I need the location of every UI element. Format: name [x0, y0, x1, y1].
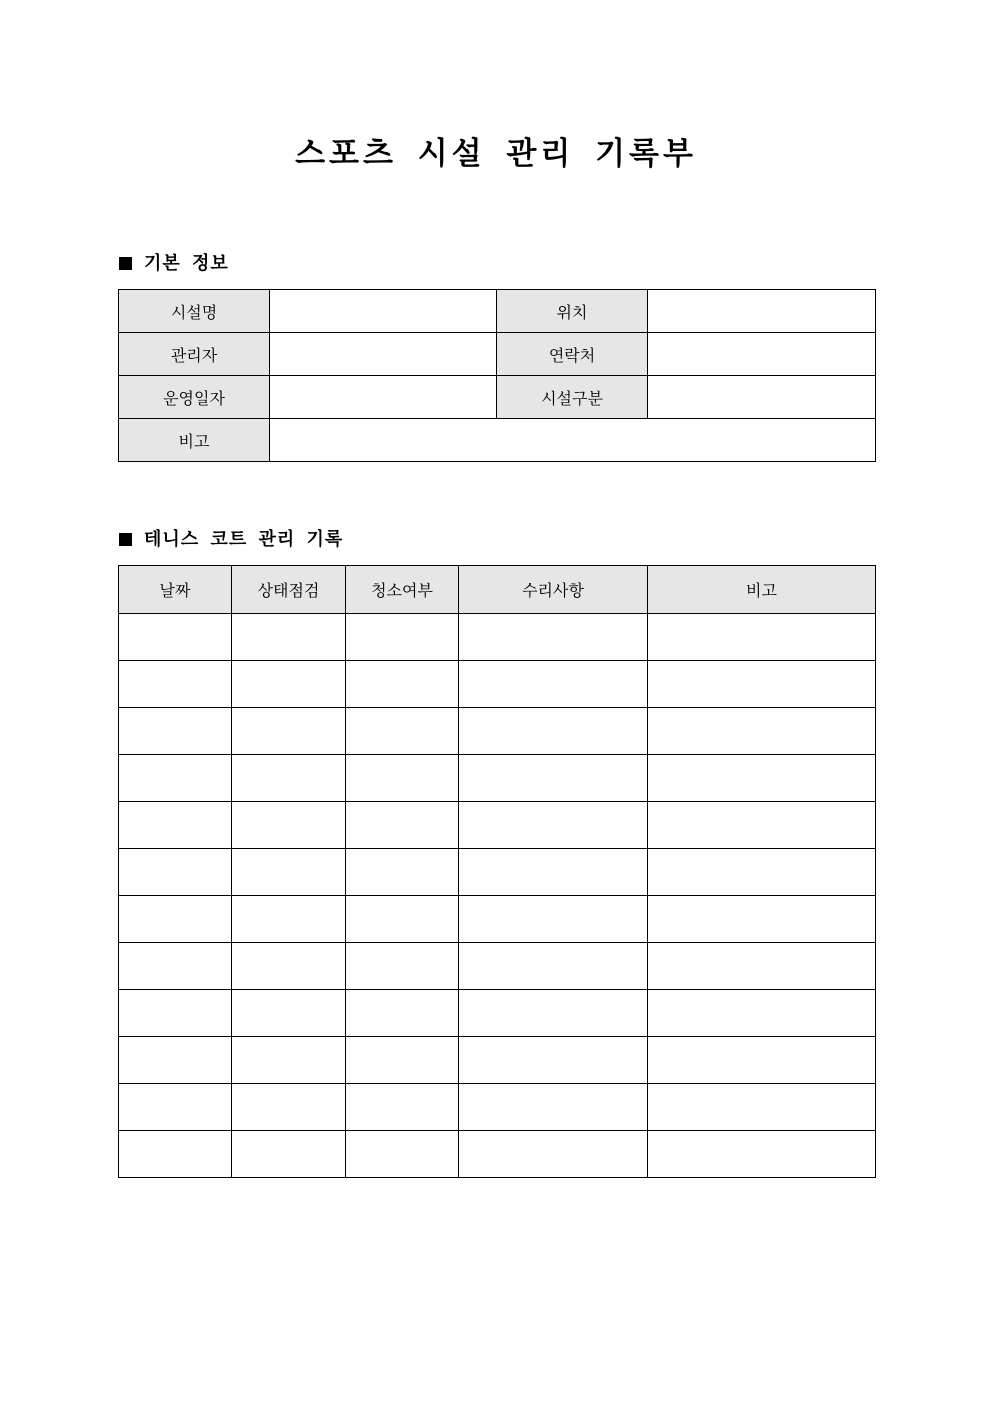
- repairs-cell[interactable]: [459, 943, 648, 990]
- cleaning-status-cell[interactable]: [346, 661, 459, 708]
- table-row: [119, 419, 876, 462]
- repairs-cell[interactable]: [459, 708, 648, 755]
- column-header-repairs: 수리사항: [459, 566, 648, 614]
- condition-check-cell[interactable]: [232, 896, 346, 943]
- repairs-cell[interactable]: [459, 661, 648, 708]
- facility-type-field[interactable]: [648, 376, 876, 419]
- column-header-notes: 비고: [648, 566, 876, 614]
- cleaning-status-cell[interactable]: [346, 1037, 459, 1084]
- notes-cell[interactable]: [648, 1037, 876, 1084]
- contact-field[interactable]: [648, 333, 876, 376]
- table-row: [119, 755, 876, 802]
- notes-cell[interactable]: [648, 1084, 876, 1131]
- cleaning-status-cell[interactable]: [346, 614, 459, 661]
- condition-check-cell[interactable]: [232, 990, 346, 1037]
- cleaning-status-cell[interactable]: [346, 896, 459, 943]
- cleaning-status-cell[interactable]: [346, 1131, 459, 1178]
- table-row: [119, 896, 876, 943]
- location-field[interactable]: [648, 290, 876, 333]
- date-cell[interactable]: [119, 896, 232, 943]
- repairs-cell[interactable]: [459, 849, 648, 896]
- notes-cell[interactable]: [648, 802, 876, 849]
- notes-cell[interactable]: [648, 943, 876, 990]
- notes-cell[interactable]: [648, 896, 876, 943]
- condition-check-cell[interactable]: [232, 1131, 346, 1178]
- square-bullet-icon: [119, 533, 132, 546]
- section-heading-basic-info: [119, 252, 229, 276]
- column-header-cleaning-status: 청소여부: [346, 566, 459, 614]
- facility-name-label: 시설명: [119, 290, 270, 333]
- table-row: [119, 1084, 876, 1131]
- cleaning-status-cell[interactable]: [346, 990, 459, 1037]
- table-row: [119, 802, 876, 849]
- date-cell[interactable]: [119, 943, 232, 990]
- notes-cell[interactable]: [648, 990, 876, 1037]
- table-row: [119, 943, 876, 990]
- column-header-condition-check: 상태점검: [232, 566, 346, 614]
- condition-check-cell[interactable]: [232, 708, 346, 755]
- notes-cell[interactable]: [648, 1131, 876, 1178]
- note-field[interactable]: [270, 419, 876, 462]
- date-cell[interactable]: [119, 661, 232, 708]
- facility-name-field[interactable]: [270, 290, 497, 333]
- date-cell[interactable]: [119, 755, 232, 802]
- date-cell[interactable]: [119, 990, 232, 1037]
- condition-check-cell[interactable]: [232, 755, 346, 802]
- repairs-cell[interactable]: [459, 802, 648, 849]
- condition-check-cell[interactable]: [232, 1084, 346, 1131]
- repairs-cell[interactable]: [459, 896, 648, 943]
- table-row: [119, 1131, 876, 1178]
- condition-check-cell[interactable]: [232, 661, 346, 708]
- table-row: [119, 661, 876, 708]
- date-cell[interactable]: [119, 802, 232, 849]
- notes-cell[interactable]: [648, 661, 876, 708]
- table-row: [119, 990, 876, 1037]
- repairs-cell[interactable]: [459, 1084, 648, 1131]
- section-heading-label: 기본 정보: [144, 253, 229, 274]
- table-row: [119, 290, 876, 333]
- table-row: [119, 614, 876, 661]
- condition-check-cell[interactable]: [232, 1037, 346, 1084]
- repairs-cell[interactable]: [459, 614, 648, 661]
- location-label: 위치: [497, 290, 648, 333]
- square-bullet-icon: [119, 257, 132, 270]
- notes-cell[interactable]: [648, 708, 876, 755]
- date-cell[interactable]: [119, 1131, 232, 1178]
- tennis-record-table: [118, 565, 876, 1178]
- table-row: [119, 1037, 876, 1084]
- condition-check-cell[interactable]: [232, 802, 346, 849]
- operation-date-field[interactable]: [270, 376, 497, 419]
- table-row: [119, 376, 876, 419]
- notes-cell[interactable]: [648, 614, 876, 661]
- basic-info-table: [118, 289, 876, 462]
- operation-date-label: 운영일자: [119, 376, 270, 419]
- date-cell[interactable]: [119, 1037, 232, 1084]
- repairs-cell[interactable]: [459, 755, 648, 802]
- cleaning-status-cell[interactable]: [346, 943, 459, 990]
- manager-field[interactable]: [270, 333, 497, 376]
- table-row: [119, 333, 876, 376]
- notes-cell[interactable]: [648, 849, 876, 896]
- cleaning-status-cell[interactable]: [346, 802, 459, 849]
- document-title: 스포츠 시설 관리 기록부: [295, 136, 697, 172]
- manager-label: 관리자: [119, 333, 270, 376]
- column-header-date: 날짜: [119, 566, 232, 614]
- condition-check-cell[interactable]: [232, 849, 346, 896]
- repairs-cell[interactable]: [459, 1037, 648, 1084]
- date-cell[interactable]: [119, 614, 232, 661]
- condition-check-cell[interactable]: [232, 943, 346, 990]
- cleaning-status-cell[interactable]: [346, 1084, 459, 1131]
- notes-cell[interactable]: [648, 755, 876, 802]
- contact-label: 연락처: [497, 333, 648, 376]
- cleaning-status-cell[interactable]: [346, 849, 459, 896]
- note-label: 비고: [119, 419, 270, 462]
- cleaning-status-cell[interactable]: [346, 755, 459, 802]
- table-row: [119, 849, 876, 896]
- record-table-body: [119, 614, 876, 1178]
- section-heading-tennis-record: [119, 528, 343, 552]
- date-cell[interactable]: [119, 1084, 232, 1131]
- repairs-cell[interactable]: [459, 1131, 648, 1178]
- table-row: [119, 708, 876, 755]
- condition-check-cell[interactable]: [232, 614, 346, 661]
- cleaning-status-cell[interactable]: [346, 708, 459, 755]
- repairs-cell[interactable]: [459, 990, 648, 1037]
- section-heading-label: 테니스 코트 관리 기록: [144, 529, 344, 550]
- date-cell[interactable]: [119, 849, 232, 896]
- date-cell[interactable]: [119, 708, 232, 755]
- table-header-row: [119, 566, 876, 614]
- facility-type-label: 시설구분: [497, 376, 648, 419]
